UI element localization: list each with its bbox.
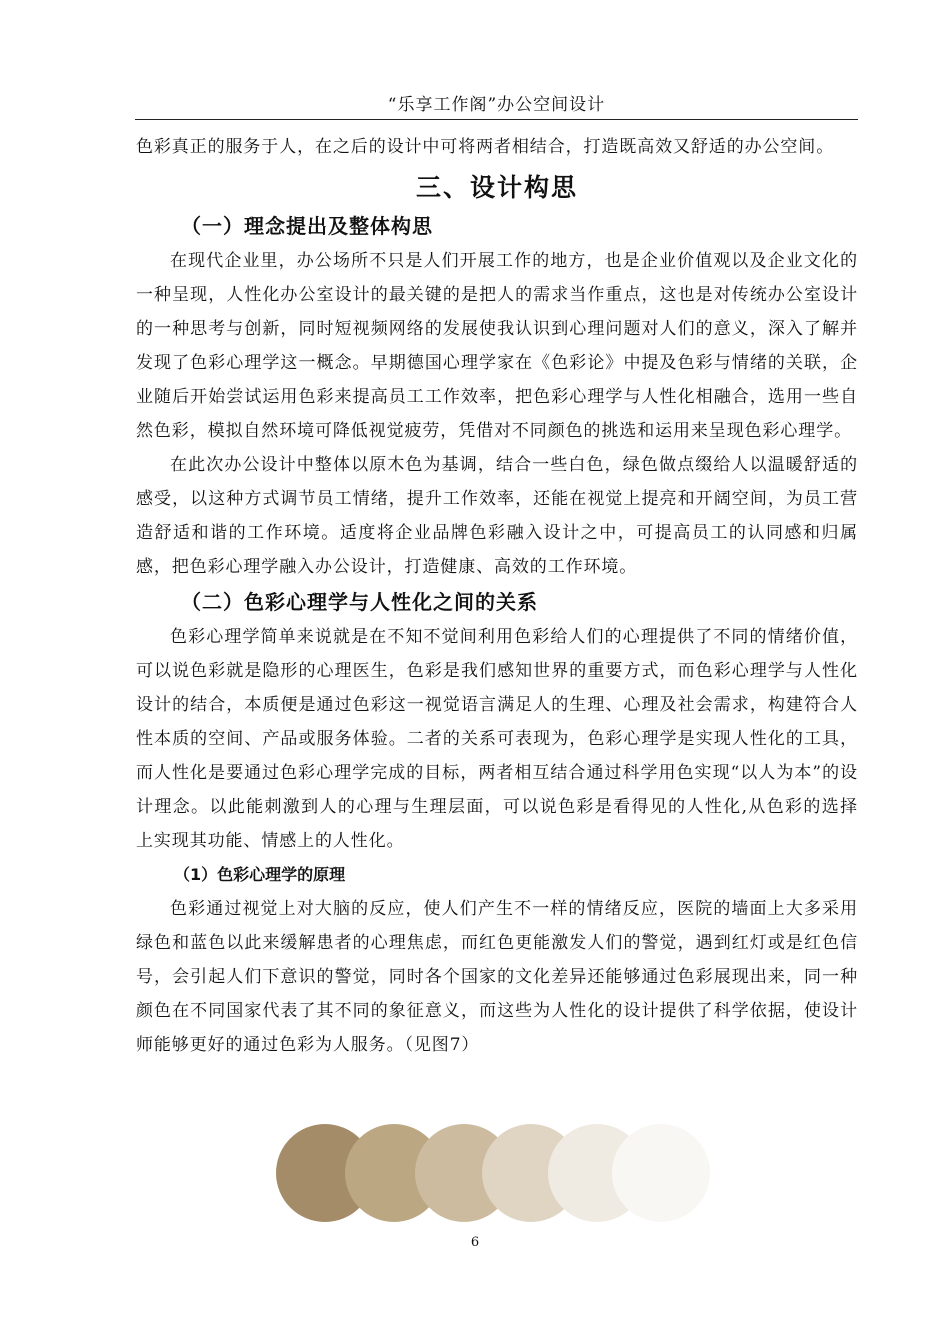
paragraph-continued: 色彩真正的服务于人，在之后的设计中可将两者相结合，打造既高效又舒适的办公空间。	[136, 137, 835, 157]
subsection-title-concept: （一）理念提出及整体构思	[181, 214, 433, 238]
paragraph-principle: 色彩通过视觉上对大脑的反应，使人们产生不一样的情绪反应，医院的墙面上大多采用绿色和蓝色以此来缓解患者的心理焦虑，而红色更能激发人们的警觉，遇到红灯或是红色信号，会引起人们下意识的警觉，同时各个国家的文化差异还能够通过色彩展现出来，同一种颜色在不同国家代表了其不同的象征意义，而这些为人性化的设计提供了科学依据，使设计师能够更好的通过色彩为人服务。（见图7）	[136, 899, 858, 1055]
subsection-title-relation: （二）色彩心理学与人性化之间的关系	[181, 590, 538, 614]
page-number: 6	[470, 1235, 480, 1250]
paragraph-concept-1: 在现代企业里，办公场所不只是人们开展工作的地方，也是企业价值观以及企业文化的一种呈现，人性化办公室设计的最关键的是把人的需求当作重点，这也是对传统办公室设计的一种思考与创新，同时短视频网络的发展使我认识到心理问题对人们的意义，深入了解并发现了色彩心理学这一概念。早期德国心理学家在《色彩论》中提及色彩与情绪的关联，企业随后开始尝试运用色彩来提高员工工作效率，把色彩心理学与人性化相融合，选用一些自然色彩，模拟自然环境可降低视觉疲劳，凭借对不同颜色的挑选和运用来呈现色彩心理学。	[136, 251, 858, 441]
document-body	[136, 130, 858, 1062]
paragraph-concept-2: 在此次办公设计中整体以原木色为基调，结合一些白色，绿色做点缀给人以温暖舒适的感受，以这种方式调节员工情绪，提升工作效率，还能在视觉上提亮和开阔空间，为员工营造舒适和谐的工作环境。适度将企业品牌色彩融入设计之中，可提高员工的认同感和归属感，把色彩心理学融入办公设计，打造健康、高效的工作环境。	[136, 455, 858, 577]
color-swatch	[612, 1124, 710, 1222]
color-swatch-figure	[276, 1124, 716, 1224]
paragraph-relation: 色彩心理学简单来说就是在不知不觉间利用色彩给人们的心理提供了不同的情绪价值，可以说色彩就是隐形的心理医生，色彩是我们感知世界的重要方式，而色彩心理学与人性化设计的结合，本质便是通过色彩这一视觉语言满足人的生理、心理及社会需求，构建符合人性本质的空间、产品或服务体验。二者的关系可表现为，色彩心理学是实现人性化的工具，而人性化是要通过色彩心理学完成的目标，两者相互结合通过科学用色实现“以人为本”的设计理念。以此能刺激到人的心理与生理层面，可以说色彩是看得见的人性化,从色彩的选择上实现其功能、情感上的人性化。	[136, 627, 858, 851]
page-header: “乐享工作阁”办公空间设计	[135, 90, 858, 120]
section-title: 三、设计构思	[415, 173, 578, 202]
subsubsection-title-principle: （1）色彩心理学的原理	[174, 865, 346, 884]
